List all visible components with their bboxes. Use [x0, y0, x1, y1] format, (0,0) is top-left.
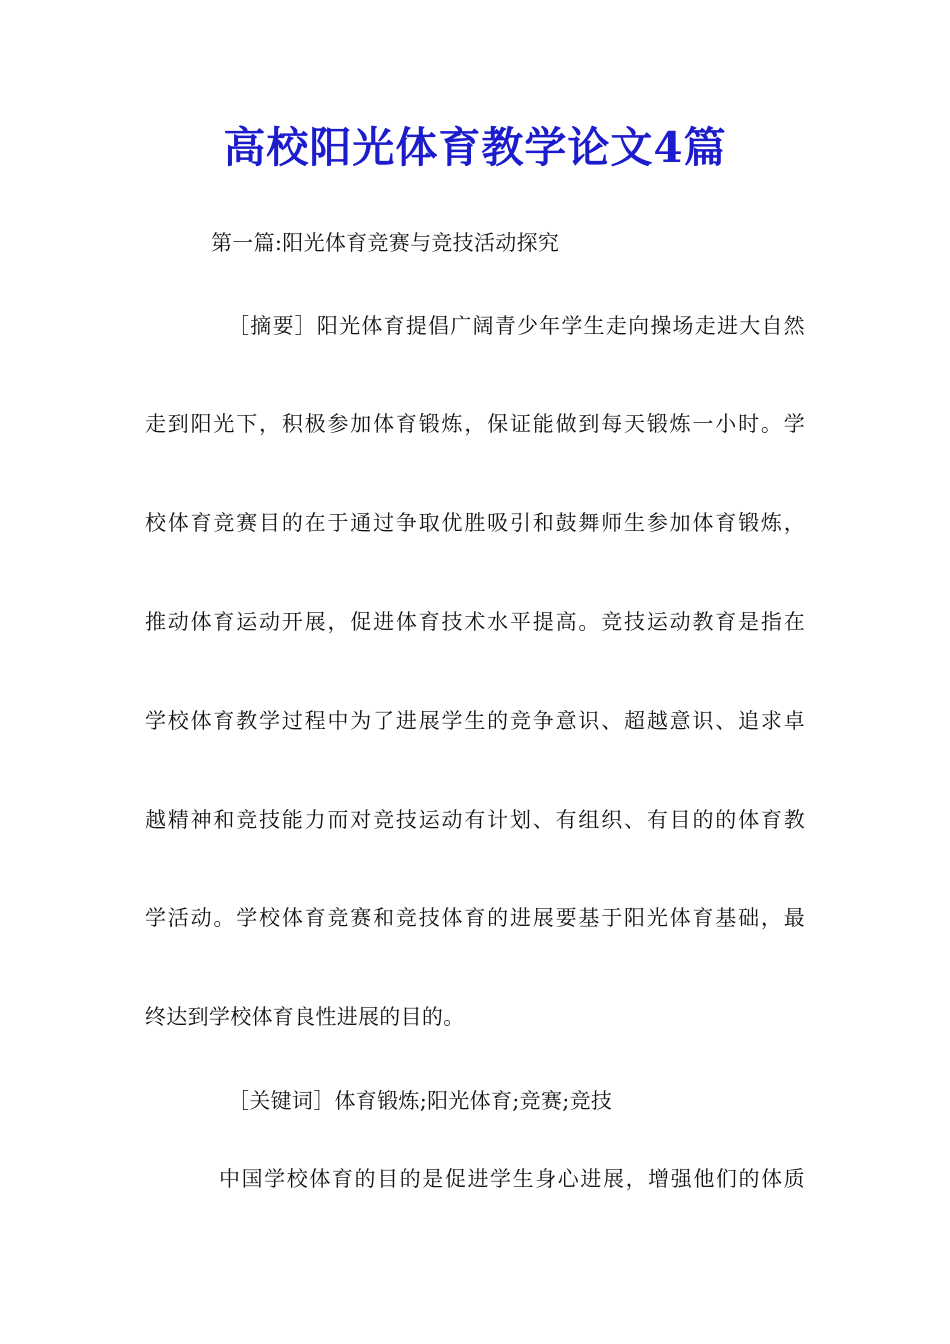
abstract-line-1: ［摘要］阳光体育提倡广阔青少年学生走向操场走进大自然	[228, 314, 805, 338]
abstract-line-3: 校体育竞赛目的在于通过争取优胜吸引和鼓舞师生参加体育锻炼，	[145, 511, 805, 535]
abstract-line-8: 终达到学校体育良性进展的目的。	[145, 1005, 465, 1029]
abstract-line-6: 越精神和竞技能力而对竞技运动有计划、有组织、有目的的体育教	[145, 808, 805, 832]
abstract-line-7: 学活动。学校体育竞赛和竞技体育的进展要基于阳光体育基础，最	[145, 906, 805, 930]
keywords-line: ［关键词］体育锻炼;阳光体育;竞赛;竞技	[228, 1089, 613, 1113]
abstract-line-5: 学校体育教学过程中为了进展学生的竞争意识、超越意识、追求卓	[145, 709, 805, 733]
section-heading: 第一篇:阳光体育竞赛与竞技活动探究	[211, 231, 560, 255]
abstract-line-2: 走到阳光下，积极参加体育锻炼，保证能做到每天锻炼一小时。学	[145, 412, 805, 436]
abstract-line-4: 推动体育运动开展，促进体育技术水平提高。竞技运动教育是指在	[145, 610, 805, 634]
document-title: 高校阳光体育教学论文4篇	[223, 123, 727, 172]
body-paragraph-line-1: 中国学校体育的目的是促进学生身心进展，增强他们的体质	[219, 1167, 805, 1191]
